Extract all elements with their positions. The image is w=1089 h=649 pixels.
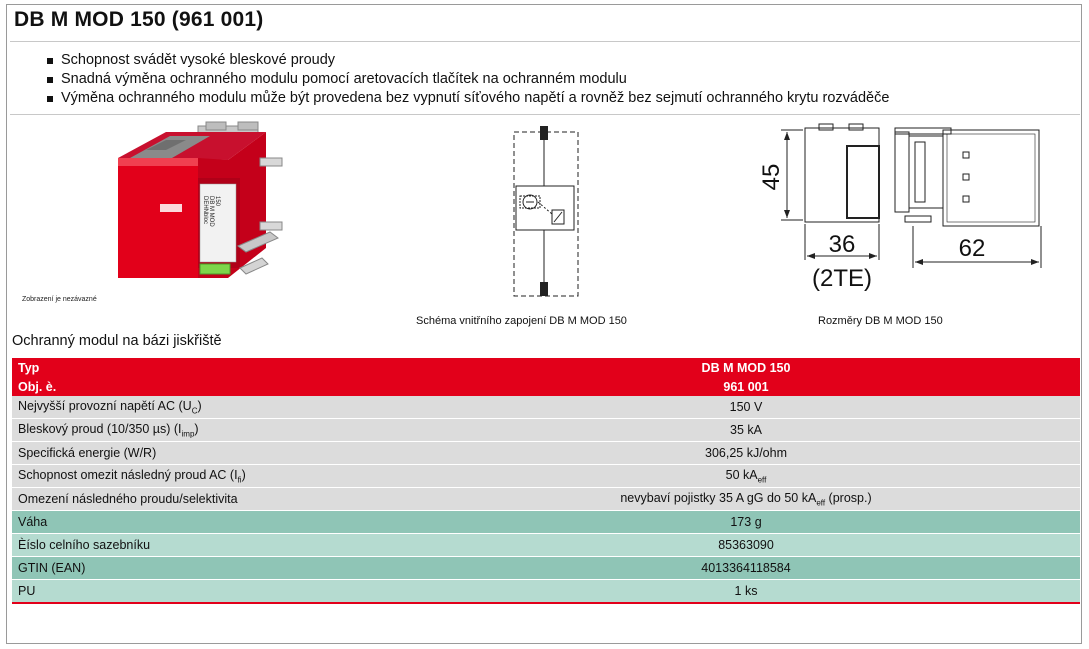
row-label: Nejvyšší provozní napětí AC $(U_C)$ [12, 396, 412, 419]
product-label-rating: 150 [214, 196, 220, 207]
feature-list [46, 51, 889, 108]
row-label: Schopnost omezit následný proud AC $(I_{fi})$ [12, 465, 412, 488]
section-title: Ochranný modul na bázi jiskřiště [12, 333, 222, 349]
row-value: 150 V [412, 396, 1080, 419]
row-value: 4013364118584 [412, 557, 1080, 580]
table-row [12, 419, 1080, 442]
row-value: nevybaví pojistky 35 A gG do 50 $kA_{eff}$ (prosp.) [412, 488, 1080, 511]
row-label: Èíslo celního sazebníku [12, 534, 412, 557]
table-row [12, 465, 1080, 488]
row-label: PU [12, 580, 412, 603]
depth-dimension-label: 62 [958, 235, 986, 262]
product-label-brand: DEHNbloc [202, 196, 208, 225]
row-value: 306,25 kJ/ohm [412, 442, 1080, 465]
row-value: 173 g [412, 511, 1080, 534]
table-end-line [12, 602, 1080, 604]
row-label: Specifická energie (W/R) [12, 442, 412, 465]
table-row [12, 442, 1080, 465]
product-title: DB M MOD 150 (961 001) [14, 8, 264, 31]
schematic-diagram [500, 118, 592, 302]
spec-table [12, 358, 1080, 603]
row-value: 85363090 [412, 534, 1080, 557]
width-te-label: (2TE) [812, 265, 872, 292]
width-dimension-label: 36 [828, 231, 856, 258]
header-row-order [12, 377, 1080, 396]
header-label-type: Typ [12, 358, 412, 377]
row-label: Bleskový proud (10/350 µs) $(I_{imp})$ [12, 419, 412, 442]
row-label: Váha [12, 511, 412, 534]
features-divider [10, 114, 1080, 115]
feature-item: Schopnost svádět vysoké bleskové proudy [46, 51, 889, 70]
dimensions-drawing [755, 122, 1055, 298]
table-row [12, 580, 1080, 603]
header-label-order: Obj. è. [12, 377, 412, 396]
height-dimension-label: 45 [758, 163, 785, 191]
product-image [100, 118, 290, 298]
row-value: 50 $kA_{eff}$ [412, 465, 1080, 488]
product-label-model: DB M MOD [208, 196, 214, 227]
table-row [12, 396, 1080, 419]
product-image-note: Zobrazení je nezávazné [22, 296, 97, 303]
feature-item: Snadná výměna ochranného modulu pomocí aretovacích tlačítek na ochranném modulu [46, 70, 889, 89]
schematic-caption: Schéma vnitřního zapojení DB M MOD 150 [416, 315, 627, 327]
table-row [12, 488, 1080, 511]
row-label: Omezení následného proudu/selektivita [12, 488, 412, 511]
header-value-order: 961 001 [412, 377, 1080, 396]
table-row [12, 534, 1080, 557]
header-value-type: DB M MOD 150 [412, 358, 1080, 377]
row-value: 1 ks [412, 580, 1080, 603]
dimensions-caption: Rozměry DB M MOD 150 [818, 315, 943, 327]
feature-item: Výměna ochranného modulu může být provedena bez vypnutí síťového napětí a rovněž bez sejmutí ochranného krytu rozváděče [46, 89, 889, 108]
row-label: GTIN (EAN) [12, 557, 412, 580]
title-divider [10, 41, 1080, 42]
table-row [12, 557, 1080, 580]
header-row-type [12, 358, 1080, 377]
table-row [12, 511, 1080, 534]
row-value: 35 kA [412, 419, 1080, 442]
